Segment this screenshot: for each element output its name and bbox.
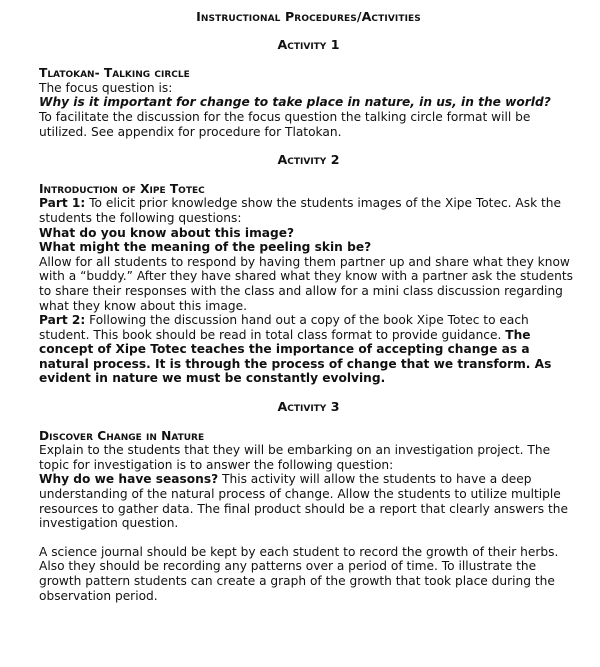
activity-3-title: Discover Change in Nature xyxy=(39,428,205,443)
part-1-body: Allow for all students to respond by having them partner up and share what they know with a “buddy.” After they have shared what they know with a partner ask the students to share their responses with the class and allow for a mini class discussion regarding what they know about this image. xyxy=(39,254,573,313)
part-1-paragraph xyxy=(39,196,578,225)
activity-3-heading: Activity 3 xyxy=(277,399,340,415)
focus-question: Why is it important for change to take place in nature, in us, in the world? xyxy=(39,95,551,110)
activity-3-section xyxy=(39,429,578,604)
activity-1-title: Tlatokan- Talking circle xyxy=(39,66,190,81)
activity-3-intro: Explain to the students that they will be embarking on an investigation project. The topic for investigation is to answer the following question: xyxy=(39,443,551,472)
part-2-bold-text: The concept of Xipe Totec teaches the importance of accepting change as a natural process. It is through the process of change that we transform. As evident in nature we must be constantly evolving. xyxy=(39,327,552,386)
activity-2-heading: Activity 2 xyxy=(277,152,340,168)
activity-2-title: Introduction of Xipe Totec xyxy=(39,181,205,196)
activity-3-question-after: This activity will allow the students to have a deep understanding of the natural process of change. Allow the students to utilize multiple resources to gather data. The final product should be a report that clearly answers the investigation question. xyxy=(39,472,568,531)
part-2-text: Following the discussion hand out a copy of the book Xipe Totec to each student. This book should be read in total class format to provide guidance. xyxy=(39,313,529,342)
part-2-paragraph xyxy=(39,313,578,386)
activity-2-section xyxy=(39,182,578,386)
focus-intro: The focus question is: xyxy=(39,80,173,95)
part-1-text: To elicit prior knowledge show the students images of the Xipe Totec. Ask the students the following questions: xyxy=(39,196,562,225)
activity-1-body: To facilitate the discussion for the focus question the talking circle format will be utilized. See appendix for procedure for Tlatokan. xyxy=(39,109,531,139)
question-2: What might the meaning of the peeling skin be? xyxy=(39,240,372,255)
activity-3-question-paragraph xyxy=(39,472,578,530)
activity-3-question: Why do we have seasons? xyxy=(39,472,219,487)
question-1: What do you know about this image? xyxy=(39,225,295,240)
activity-1-heading: Activity 1 xyxy=(277,36,340,52)
page-title: Instructional Procedures/Activities xyxy=(196,9,421,24)
part-2-label: Part 2: xyxy=(39,313,86,328)
journal-paragraph: A science journal should be kept by each student to record the growth of their herbs. Also they should be recording any patterns over a period of time. To illustrate the growth pattern students can create a graph of the growth that took place during the observation period. xyxy=(39,544,559,603)
part-1-label: Part 1: xyxy=(39,196,86,211)
activity-1-section xyxy=(39,66,578,139)
